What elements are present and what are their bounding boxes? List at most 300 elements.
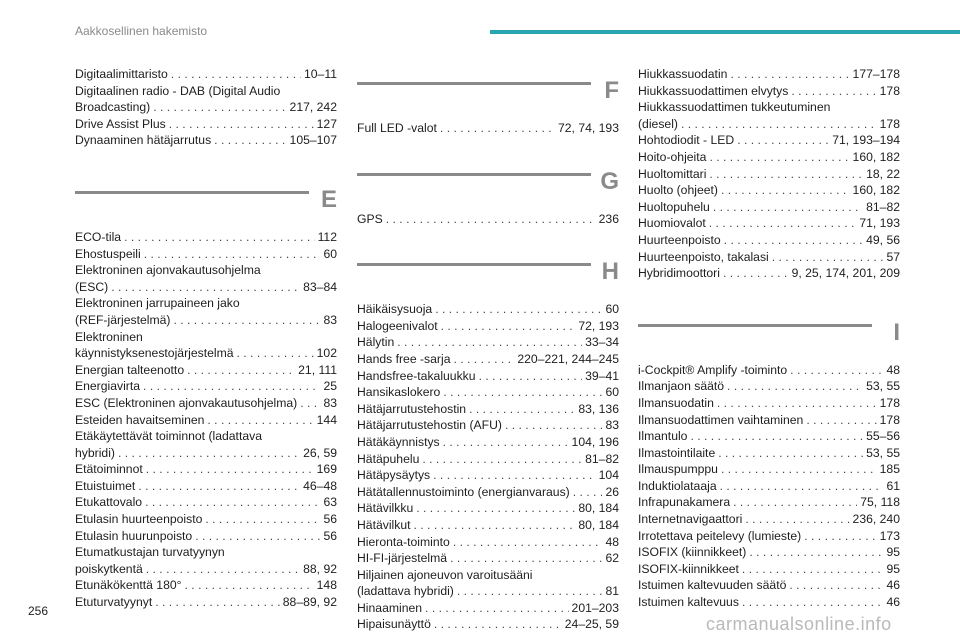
index-entry [638, 412, 900, 429]
dot-leader [709, 149, 849, 166]
index-entry-pages: 55–56 [866, 429, 900, 444]
index-entry-pages: 80, 184 [578, 517, 619, 532]
index-column-middle [357, 76, 619, 633]
index-entry-term: Hiukkassuodatin [638, 67, 728, 81]
section-entries-h [357, 301, 619, 633]
dot-leader [453, 534, 603, 551]
dot-leader [397, 334, 582, 351]
dot-leader [435, 301, 602, 318]
index-entry-term: Hybridimoottori [638, 266, 720, 281]
index-entry-pages: 71, 193–194 [832, 133, 900, 148]
index-entry-term: Induktiolataaja [638, 478, 717, 493]
index-entry-term: Hätäjarrutustehostin [357, 401, 467, 416]
dot-leader [416, 500, 575, 517]
dot-leader [138, 478, 300, 495]
index-entry-term: Hansikaslokero [357, 385, 441, 400]
index-entry-pages: 62 [605, 551, 619, 566]
index-entry [638, 232, 900, 249]
index-entry [75, 494, 337, 511]
index-entry-term: käynnistyksenestojärjestelmä [75, 346, 234, 361]
index-entry-pages: 236 [598, 211, 619, 226]
dot-leader [214, 132, 286, 149]
index-entry-pages: 61 [886, 478, 900, 493]
index-entry [357, 351, 619, 368]
index-entry-term: Irrotettava peitelevy (lumieste) [638, 528, 802, 543]
index-entry [638, 182, 900, 199]
index-entry [75, 66, 337, 83]
index-entry [357, 368, 619, 385]
index-entry [357, 534, 619, 551]
section-entries-f [357, 120, 619, 137]
index-entry [638, 594, 900, 611]
section-heading-f [357, 76, 619, 112]
dot-leader [145, 494, 320, 511]
dot-leader [146, 461, 314, 478]
index-entry [357, 550, 619, 567]
index-entry-line: Elektroninen [75, 329, 143, 344]
index-entry-pages: 49, 56 [866, 232, 900, 247]
index-entry [357, 401, 619, 418]
index-entry [357, 484, 619, 501]
index-entry-pages: 95 [886, 561, 900, 576]
dot-leader [724, 232, 863, 249]
index-entry-term: Drive Assist Plus [75, 116, 166, 131]
index-entry [357, 517, 619, 534]
dot-leader [422, 451, 582, 468]
dot-leader [772, 249, 884, 266]
index-entry-term: hybridi) [75, 445, 115, 460]
index-entry [638, 83, 900, 100]
index-entry-pages: 169 [316, 462, 337, 477]
index-entry [75, 246, 337, 263]
dot-leader [144, 246, 321, 263]
index-entry [357, 434, 619, 451]
dot-leader [111, 279, 300, 296]
index-entry [75, 528, 337, 545]
section-letter: I [893, 318, 900, 346]
index-entry-pages: 144 [316, 412, 337, 427]
index-entry-pages: 39–41 [585, 368, 619, 383]
section-heading-h [357, 257, 619, 293]
index-entry-term: ECO-tila [75, 229, 122, 244]
dot-leader [733, 494, 857, 511]
index-entry-pages: 83, 136 [578, 401, 619, 416]
dot-leader [155, 594, 280, 611]
index-entry-pages: 95 [886, 545, 900, 560]
index-entry [357, 384, 619, 401]
index-entry [357, 500, 619, 517]
index-entry-term: Ilmauspumppu [638, 462, 718, 477]
index-entry-pages: 148 [316, 578, 337, 593]
section-heading-i [638, 318, 900, 354]
index-entry-term: Hätäpuhelu [357, 451, 420, 466]
index-entry-term: Handsfree-takaluukku [357, 368, 476, 383]
index-entry-pages: 160, 182 [852, 149, 900, 164]
index-entry-term: Hinaaminen [357, 600, 423, 615]
index-entry [75, 132, 337, 149]
index-entry-pages: 88, 92 [303, 561, 337, 576]
dot-leader [143, 378, 320, 395]
dot-leader [718, 445, 863, 462]
index-entry-pages: 60 [605, 302, 619, 317]
index-entry [638, 577, 900, 594]
dot-leader [237, 345, 314, 362]
index-entry-term: Hätävilkut [357, 517, 411, 532]
index-entry-pages: 48 [886, 362, 900, 377]
index-entry [75, 511, 337, 528]
index-entry [75, 561, 337, 578]
index-entry-pages: 53, 55 [866, 379, 900, 394]
header-accent-bar [490, 30, 960, 34]
index-entry-pages: 160, 182 [852, 183, 900, 198]
index-entry-pages: 236, 240 [852, 512, 900, 527]
dot-leader [789, 577, 883, 594]
index-entry-term: Ilmanjaon säätö [638, 379, 725, 394]
index-entry-pages: 48 [605, 534, 619, 549]
section-heading-e [75, 185, 337, 221]
index-entry-term: Etulasin huurunpoisto [75, 528, 193, 543]
index-entry-term: Huurteenpoisto [638, 232, 721, 247]
index-entry [638, 478, 900, 495]
index-entry-pages: 60 [605, 385, 619, 400]
index-entry [638, 166, 900, 183]
section-rule [357, 263, 591, 266]
dot-leader [124, 229, 315, 246]
index-entry [638, 149, 900, 166]
dot-leader [153, 99, 286, 116]
dot-leader [118, 445, 300, 462]
index-entry-pages: 56 [323, 512, 337, 527]
index-entry-pages: 18, 22 [866, 166, 900, 181]
index-entry [638, 528, 900, 545]
index-entry [638, 132, 900, 149]
index-entry-line: Elektroninen ajonvakautusohjelma [75, 263, 261, 278]
index-entry-term: Hätätallennustoiminto (energianvaraus) [357, 484, 570, 499]
index-entry [638, 395, 900, 412]
index-entry [357, 616, 619, 633]
dot-leader [727, 378, 863, 395]
section-letter: F [604, 77, 619, 104]
index-entry-pages: 25 [323, 379, 337, 394]
dot-leader [443, 434, 569, 451]
section-letter: H [601, 258, 619, 286]
section-entries-e [75, 229, 337, 611]
index-entry-pages: 104 [598, 468, 619, 483]
index-entry-pages: 24–25, 59 [564, 617, 619, 632]
index-entry-term: Halogeenivalot [357, 318, 438, 333]
index-entry-pages: 178 [879, 83, 900, 98]
index-entry-pages: 26, 59 [303, 445, 337, 460]
index-entry [75, 99, 337, 116]
section-entries-i [638, 362, 900, 611]
dot-leader [169, 116, 314, 133]
page-number: 256 [28, 604, 49, 618]
index-entry [75, 116, 337, 133]
running-header-title: Aakkosellinen hakemisto [75, 24, 208, 38]
index-entry [638, 265, 900, 282]
dot-leader [721, 182, 850, 199]
index-entry-term: Esteiden havaitseminen [75, 412, 205, 427]
index-entry-term: GPS [357, 211, 383, 226]
dot-leader [709, 215, 857, 232]
index-column-right [638, 66, 900, 611]
dot-leader [742, 594, 884, 611]
index-column-left [75, 66, 337, 611]
dot-leader [720, 478, 884, 495]
index-entry-term: ISOFIX (kiinnikkeet) [638, 545, 747, 560]
index-entry-term: Hohtodiodit - LED [638, 133, 735, 148]
index-entry-pages: 72, 74, 193 [558, 121, 619, 135]
dot-leader [806, 412, 876, 429]
index-entry [638, 249, 900, 266]
index-entry-pages: 53, 55 [866, 445, 900, 460]
dot-leader [443, 384, 602, 401]
index-entry-term: Etulasin huurteenpoisto [75, 512, 203, 527]
dot-leader [737, 132, 829, 149]
dot-leader [453, 351, 514, 368]
index-entry [75, 345, 337, 362]
index-entry-term: HI-FI-järjestelmä [357, 551, 448, 566]
index-entry [75, 594, 337, 611]
index-entry-term: Etuturvatyynyt [75, 595, 153, 610]
dot-leader [713, 199, 863, 216]
dot-leader [146, 561, 300, 578]
index-entry [638, 199, 900, 216]
index-entry [75, 378, 337, 395]
index-entry-term: ESC (Elektroninen ajonvakautusohjelma) [75, 395, 298, 410]
dot-leader [450, 550, 602, 567]
index-entry-term: Huolto (ohjeet) [638, 183, 718, 198]
dot-leader [479, 368, 583, 385]
index-entry [357, 451, 619, 468]
dot-leader [745, 511, 849, 528]
index-entry-term: Huurteenpoisto, takalasi [638, 249, 769, 264]
index-entry-pages: 33–34 [585, 335, 619, 350]
index-entry-pages: 81–82 [585, 451, 619, 466]
index-entry [357, 583, 619, 600]
dot-leader [205, 511, 320, 528]
index-entry-pages: 185 [879, 462, 900, 477]
dot-leader [414, 517, 576, 534]
dot-leader [300, 395, 320, 412]
dot-leader [469, 401, 575, 418]
index-entry [638, 215, 900, 232]
index-entry-pages: 178 [879, 116, 900, 131]
index-entry-pages: 220–221, 244–245 [517, 351, 619, 366]
index-entry-term: (diesel) [638, 116, 678, 131]
index-entry-pages: 80, 184 [578, 501, 619, 516]
dot-leader [434, 616, 562, 633]
index-entry-term: Broadcasting) [75, 100, 151, 115]
index-entry-pages: 83 [605, 418, 619, 433]
dot-leader [457, 583, 603, 600]
index-entry-pages: 127 [316, 116, 337, 131]
dot-leader [171, 66, 301, 83]
index-entry-term: Huomiovalot [638, 216, 706, 231]
dot-leader [440, 120, 555, 137]
index-entry-pages: 60 [323, 246, 337, 261]
index-entry [638, 561, 900, 578]
index-entry-term: (ladattava hybridi) [357, 584, 454, 599]
index-entry [638, 544, 900, 561]
index-entry-term: Ilmastointilaite [638, 445, 716, 460]
index-entry-term: Etukattovalo [75, 495, 143, 510]
index-entry [638, 494, 900, 511]
index-entry-pages: 102 [316, 346, 337, 361]
index-entry-pages: 63 [323, 495, 337, 510]
index-entry-term: Ehostuspeili [75, 246, 141, 261]
index-entry-term: Ilmansuodattimen vaihtaminen [638, 412, 804, 427]
dot-leader [723, 265, 789, 282]
index-entry-term: Infrapunakamera [638, 495, 731, 510]
index-entry-term: Hipaisunäyttö [357, 617, 431, 632]
index-entry-pages: 88–89, 92 [282, 595, 337, 610]
index-entry-term: Istuimen kaltevuus [638, 595, 739, 610]
index-entry-pages: 178 [879, 395, 900, 410]
index-entry-term: Dynaaminen hätäjarrutus [75, 133, 212, 148]
dot-leader [721, 461, 877, 478]
index-entry-line: Etäkäytettävät toiminnot (ladattava [75, 429, 262, 444]
index-entry-pages: 173 [879, 528, 900, 543]
index-entry [638, 116, 900, 133]
index-entry-term: Etätoiminnot [75, 462, 143, 477]
watermark: carmanualsonline.info [706, 614, 892, 634]
index-entry-term: Hälytin [357, 335, 395, 350]
index-entry-pages: 56 [323, 528, 337, 543]
index-entry-term: Energian talteenotto [75, 362, 185, 377]
index-entry [357, 417, 619, 434]
index-entry-term: Häikäisysuoja [357, 302, 433, 317]
dot-leader [441, 318, 576, 335]
index-entry-term: Full LED -valot [357, 121, 437, 135]
index-entry [357, 600, 619, 617]
index-entry-term: Hiukkassuodattimen elvytys [638, 83, 789, 98]
index-entry-term: i-Cockpit® Amplify -toiminto [638, 362, 788, 377]
index-entry-pages: 177–178 [852, 67, 900, 81]
index-entry [75, 445, 337, 462]
index-entry-pages: 83 [323, 395, 337, 410]
index-entry-pages: 75, 118 [860, 495, 900, 510]
index-entry-pages: 83–84 [303, 279, 337, 294]
index-entry [638, 461, 900, 478]
section-entries-g [357, 211, 619, 228]
index-entry-pages: 201–203 [571, 600, 619, 615]
index-entry-term: Internetnavigaattori [638, 512, 743, 527]
dot-leader [749, 544, 883, 561]
index-entry-pages: 105–107 [289, 133, 337, 148]
intro-entries [638, 66, 900, 282]
dot-leader [791, 83, 876, 100]
index-entry-pages: 72, 193 [578, 318, 619, 333]
index-entry-term: Huoltopuhelu [638, 199, 710, 214]
index-entry [357, 467, 619, 484]
dot-leader [425, 600, 569, 617]
dot-leader [185, 577, 314, 594]
index-entry [357, 301, 619, 318]
index-entry [75, 229, 337, 246]
index-entry [638, 362, 900, 379]
index-entry-pages: 46–48 [303, 478, 337, 493]
section-rule [357, 82, 591, 85]
index-entry-pages: 9, 25, 174, 201, 209 [791, 266, 900, 281]
index-entry-pages: 83 [323, 312, 337, 327]
dot-leader [386, 211, 596, 228]
index-entry [75, 312, 337, 329]
index-entry-line: Hiukkassuodattimen tukkeutuminen [638, 100, 831, 115]
index-entry [638, 378, 900, 395]
intro-entries [75, 66, 337, 149]
dot-leader [195, 528, 320, 545]
index-entry-term: Ilmansuodatin [638, 395, 714, 410]
section-rule [75, 191, 309, 194]
index-entry-pages: 71, 193 [859, 216, 900, 231]
index-entry-line: Digitaalinen radio - DAB (Digital Audio [75, 83, 281, 98]
index-entry-term: ISOFIX-kiinnikkeet [638, 561, 739, 576]
index-entry-term: Hätäkäynnistys [357, 434, 440, 449]
index-entry [638, 511, 900, 528]
index-entry-term: Istuimen kaltevuuden säätö [638, 578, 787, 593]
index-entry-pages: 104, 196 [571, 434, 619, 449]
section-letter: E [320, 185, 337, 213]
index-entry [638, 66, 900, 83]
index-entry-pages: 217, 242 [289, 100, 337, 115]
index-entry-pages: 26 [605, 484, 619, 499]
index-entry-term: Energiavirta [75, 379, 141, 394]
dot-leader [730, 66, 849, 83]
index-entry [75, 478, 337, 495]
index-entry-pages: 21, 111 [298, 362, 337, 377]
section-rule [357, 173, 591, 176]
index-entry [357, 120, 619, 137]
index-entry-pages: 10–11 [304, 67, 337, 81]
index-entry [75, 577, 337, 594]
index-entry-term: poiskytkentä [75, 561, 143, 576]
index-entry-term: Hands free -sarja [357, 351, 451, 366]
index-entry-term: Hätäjarrutustehostin (AFU) [357, 418, 502, 433]
dot-leader [742, 561, 884, 578]
dot-leader [717, 395, 877, 412]
index-entry [75, 412, 337, 429]
dot-leader [709, 166, 863, 183]
index-entry-line: Etumatkustajan turvatyynyn [75, 545, 225, 560]
index-entry-term: (ESC) [75, 279, 109, 294]
index-entry [638, 445, 900, 462]
index-entry-pages: 81 [605, 584, 619, 599]
dot-leader [433, 467, 596, 484]
section-heading-g [357, 167, 619, 203]
index-entry-term: Digitaalimittaristo [75, 67, 168, 81]
index-entry-term: Hoito-ohjeita [638, 149, 707, 164]
dot-leader [804, 528, 876, 545]
dot-leader [173, 312, 320, 329]
index-entry-term: Hätäpysäytys [357, 468, 431, 483]
index-entry-term: Huoltomittari [638, 166, 707, 181]
index-entry-term: Hätävilkku [357, 501, 414, 516]
dot-leader [505, 417, 602, 434]
index-entry-term: Hieronta-toiminto [357, 534, 450, 549]
dot-leader [690, 428, 863, 445]
section-rule [638, 324, 872, 327]
dot-leader [207, 412, 313, 429]
index-entry-line: Elektroninen jarrupaineen jako [75, 296, 240, 311]
index-entry [75, 279, 337, 296]
index-entry-pages: 178 [879, 412, 900, 427]
index-entry-term: Etunäkökenttä 180° [75, 578, 182, 593]
index-entry [75, 362, 337, 379]
index-entry [75, 461, 337, 478]
dot-leader [790, 362, 883, 379]
index-entry-pages: 112 [317, 229, 337, 244]
